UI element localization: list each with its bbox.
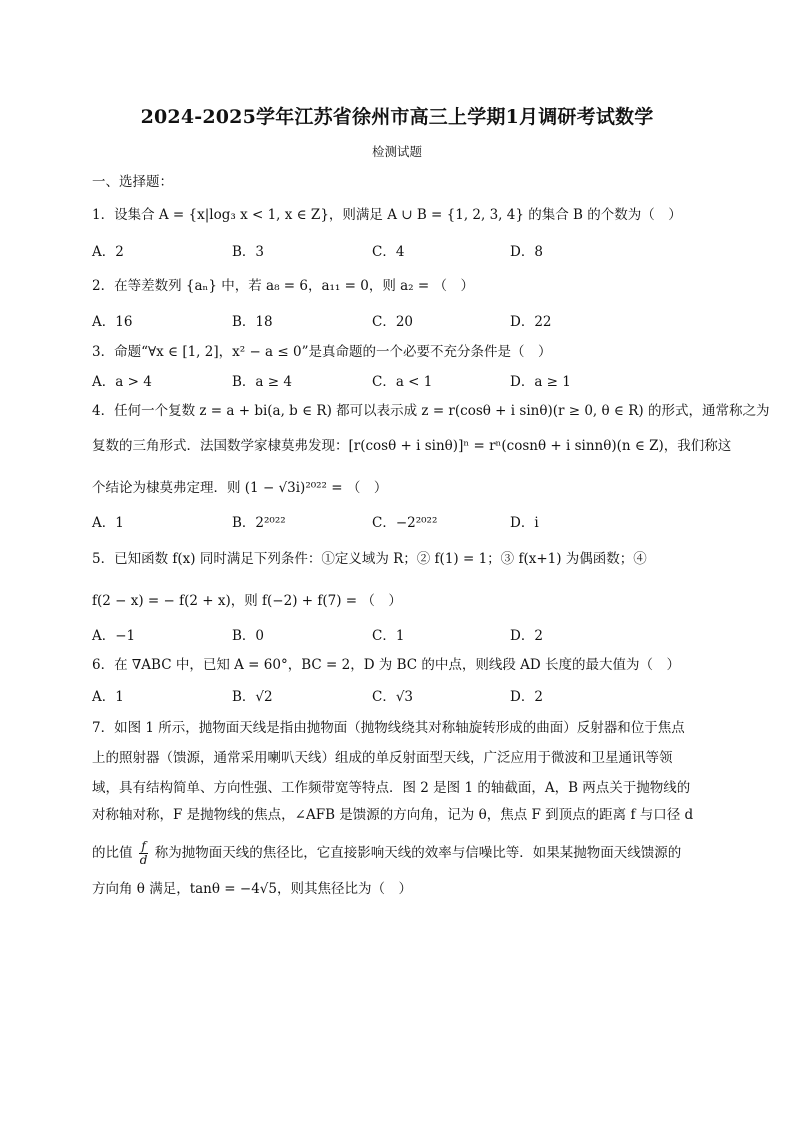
question-4-line-3: 个结论为棣莫弗定理．则 (1 − √3i)²⁰²² = （ ） [92,480,388,496]
question-7-line-4: 对称轴对称，F 是抛物线的焦点，∠AFB 是馈源的方向角，记为 θ，焦点 F 到顶点的距离 f 与口径 d [92,807,694,823]
question-1-option-d: D．8 [510,244,543,260]
fraction-denominator: d [139,853,148,867]
question-7-line-3: 域，具有结构简单、方向性强、工作频带宽等特点．图 2 是图 1 的轴截面，A，B 两点关于抛物线的 [92,780,691,796]
question-6-stem: 6．在 ∇ABC 中，已知 A = 60°，BC = 2，D 为 BC 的中点，则线段 AD 长度的最大值为（ ） [92,657,681,673]
question-6-option-d: D．2 [510,689,543,705]
question-4-option-b: B．2²⁰²² [232,515,286,531]
question-5-option-d: D．2 [510,628,543,644]
question-6-option-b: B．√2 [232,689,273,705]
question-3-option-d: D．a ≥ 1 [510,374,571,390]
question-1-option-b: B．3 [232,244,265,260]
question-2-option-d: D．22 [510,314,552,330]
question-4-option-d: D．i [510,515,539,531]
question-2-stem: 2．在等差数列 {aₙ} 中，若 a₈ = 6，a₁₁ = 0，则 a₂ = （ ） [92,278,474,294]
question-7-line-5-prefix: 的比值 [92,845,133,861]
question-5-line-1: 5．已知函数 f(x) 同时满足下列条件：①定义域为 R；② f(1) = 1；③ f(x+1) 为偶函数；④ [92,551,647,567]
question-1-option-a: A．2 [92,244,124,260]
question-2-option-c: C．20 [372,314,414,330]
question-7-line-5-suffix: 称为抛物面天线的焦径比，它直接影响天线的效率与信噪比等．如果某抛物面天线馈源的 [154,845,682,861]
question-7-line-5 [92,840,712,867]
question-4-option-a: A．1 [92,515,124,531]
question-4-line-1: 4．任何一个复数 z = a + bi(a, b ∈ R) 都可以表示成 z = r(cosθ + i sinθ)(r ≥ 0, θ ∈ R) 的形式，通常称之为 [92,403,770,419]
question-3-option-c: C．a < 1 [372,374,433,390]
question-5-option-a: A．−1 [92,628,136,644]
question-3-option-a: A．a > 4 [92,374,152,390]
question-6-option-c: C．√3 [372,689,414,705]
question-1-stem: 1．设集合 A = {x|log₃ x < 1, x ∈ Z}，则满足 A ∪ B = {1, 2, 3, 4} 的集合 B 的个数为（ ） [92,207,682,223]
question-4-option-c: C．−2²⁰²² [372,515,438,531]
question-1-option-c: C．4 [372,244,405,260]
question-7-line-6: 方向角 θ 满足，tanθ = −4√5，则其焦径比为（ ） [92,881,412,897]
question-5-option-c: C．1 [372,628,405,644]
question-4-line-2: 复数的三角形式．法国数学家棣莫弗发现：[r(cosθ + i sinθ)]ⁿ = rⁿ(cosnθ + i sinnθ)(n ∈ Z)，我们称这 [92,438,732,454]
fraction-numerator: f [139,840,149,854]
question-7-line-2: 上的照射器（馈源，通常采用喇叭天线）组成的单反射面型天线，广泛应用于微波和卫星通讯等领 [92,750,673,766]
fraction-f-over-d [139,840,149,867]
page-title: 2024-2025学年江苏省徐州市高三上学期1月调研考试数学 [140,106,654,128]
section-heading: 一、选择题： [92,174,173,190]
question-2-option-b: B．18 [232,314,273,330]
question-6-option-a: A．1 [92,689,124,705]
question-5-line-2: f(2 − x) = − f(2 + x)，则 f(−2) + f(7) = （ ） [92,593,402,609]
question-5-option-b: B．0 [232,628,265,644]
question-3-option-b: B．a ≥ 4 [232,374,292,390]
question-7-line-1: 7．如图 1 所示，抛物面天线是指由抛物面（抛物线绕其对称轴旋转形成的曲面）反射器和位于焦点 [92,720,685,736]
question-3-stem: 3．命题“∀x ∈ [1, 2]，x² − a ≤ 0”是真命题的一个必要不充分条件是（ ） [92,344,552,360]
page-subtitle: 检测试题 [371,144,422,159]
question-2-option-a: A．16 [92,314,133,330]
